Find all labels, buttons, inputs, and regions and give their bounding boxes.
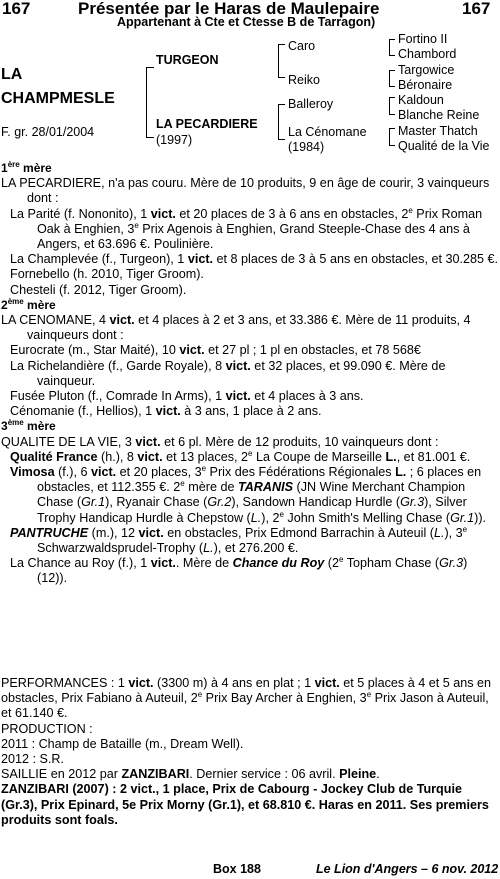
- bracket-sire: [278, 44, 285, 78]
- bracket-sd: [389, 70, 395, 87]
- second-dam-heading: 2ème mère: [1, 296, 56, 312]
- production-item: 2011 : Champ de Bataille (m., Dream Well).: [1, 736, 244, 751]
- owner-line: Appartenant à Cte et Ctesse B de Tarragon): [117, 15, 376, 29]
- horse-details: F. gr. 28/01/2004: [1, 125, 95, 139]
- progeny-item: Cénomanie (f., Hellios), 1 vict. à 3 ans, 1 place à 2 ans.: [10, 404, 322, 419]
- progeny-item: Fusée Pluton (f., Comrade In Arms), 1 vict. et 4 places à 3 ans.: [10, 389, 364, 404]
- second-dam-paragraph: LA CENOMANE, 4 vict. et 4 places à 2 et 3 ans, et 33.386 €. Mère de 11 produits, 4 vainqueurs dont :: [1, 313, 471, 343]
- gen3-ssd: Chambord: [398, 47, 457, 61]
- gen3-ddd: Qualité de la Vie: [398, 139, 490, 153]
- gen3-dss: Kaldoun: [398, 93, 444, 107]
- progeny-item: Fornebello (h. 2010, Tiger Groom).: [10, 267, 204, 282]
- sire-sire: Caro: [288, 39, 316, 53]
- lot-number-right: 167: [462, 0, 491, 18]
- bracket-gen1: [146, 67, 154, 138]
- gen3-sdd: Béronaire: [398, 78, 453, 92]
- lot-number-left: 167: [2, 0, 31, 18]
- sire-name: TURGEON: [156, 53, 219, 67]
- progeny-item: Vimosa (f.), 6 vict. et 20 places, 3e Prix des Fédérations Régionales L. ; 6 places en obstacles, et 112.355 €. 2e mère de TARANIS (JN Wine Merchant Champion Chase (Gr.1), Ryanair Chase (Gr.2), Sandown Handicap Hurdle (Gr.3), Silver Trophy Handicap Hurdle à Chepstow (L.), 2e John Smith's Melling Chase (Gr.1)).: [10, 463, 487, 525]
- progeny-item: Qualité France (h.), 8 vict. et 13 places, 2e La Coupe de Marseille L., et 81.001 €.: [10, 448, 471, 464]
- sire-dam: Reiko: [288, 73, 320, 87]
- dam-sire: Balleroy: [288, 97, 334, 111]
- gen3-sds: Targowice: [398, 63, 455, 77]
- stallion-note: ZANZIBARI (2007) : 2 vict., 1 place, Prix de Cabourg - Jockey Club de Turquie (Gr.3), Prix Epinard, 5e Prix Morny (Gr.1), et 68.810 €. Haras en 2011. Ses premiers produits sont foals.: [1, 782, 489, 827]
- progeny-item: La Champlevée (f., Turgeon), 1 vict. et 8 places de 3 à 5 ans en obstacles, et 30.285 €.: [10, 252, 498, 267]
- page-title: Présentée par le Haras de Maulepaire: [78, 0, 380, 18]
- progeny-item: Chesteli (f. 2012, Tiger Groom).: [10, 282, 187, 297]
- pedigree-text: [1, 161, 498, 587]
- gen3-dds: Master Thatch: [398, 124, 478, 138]
- bracket-ss: [389, 39, 395, 56]
- progeny-item: Eurocrate (m., Star Maité), 10 vict. et 27 pl ; 1 pl en obstacles, et 78 568€: [10, 343, 421, 358]
- bracket-ds: [389, 97, 395, 115]
- dam-dam: La Cénomane: [288, 125, 367, 139]
- progeny-item: La Richelandière (f., Garde Royale), 8 vict. et 32 places, et 99.090 €. Mère de vainqueur.: [10, 358, 446, 388]
- third-dam-heading: 3ème mère: [1, 418, 56, 434]
- production-heading: PRODUCTION :: [1, 721, 93, 736]
- bracket-dam: [278, 104, 285, 140]
- dam-dam-year: (1984): [288, 140, 325, 154]
- progeny-item: PANTRUCHE (m.), 12 vict. en obstacles, Prix Edmond Barrachin à Auteuil (L.), 3e Schwarzwaldsprudel-Trophy (L.), et 276.200 €.: [10, 524, 468, 556]
- first-dam-heading: 1ère mère: [1, 160, 52, 175]
- gen3-dsd: Blanche Reine: [398, 108, 480, 122]
- dam-name: LA PECARDIERE: [156, 117, 258, 131]
- gen3-sss: Fortino II: [398, 32, 448, 46]
- progeny-item: La Parité (f. Nononito), 1 vict. et 20 places de 3 à 6 ans en obstacles, 2e Prix Roman Oak à Enghien, 3e Prix Agenois à Enghien, Grand Steeple-Chase des 4 ans à Angers, et 63.696 €. Poulinière.: [10, 205, 483, 252]
- horse-name-line1: LA: [1, 66, 23, 83]
- production-item: 2012 : S.R.: [1, 752, 65, 767]
- first-dam-paragraph: LA PECARDIERE, n'a pas couru. Mère de 10 produits, 9 en âge de courir, 3 vainqueurs dont :: [1, 176, 490, 206]
- third-dam-paragraph: QUALITE DE LA VIE, 3 vict. et 6 pl. Mère de 12 produits, 10 vainqueurs dont :: [1, 434, 439, 449]
- box-number: Box 188: [213, 862, 261, 876]
- performances-paragraph: PERFORMANCES : 1 vict. (3300 m) à 4 ans en plat ; 1 vict. et 5 places à 4 et 5 ans en obstacles, Prix Fabiano à Auteuil, 2e Prix Bay Archer à Enghien, 3e Prix Jason à Auteuil, et 61.140 €.: [1, 676, 492, 721]
- bracket-dd: [389, 128, 395, 146]
- progeny-item: La Chance au Roy (f.), 1 vict.. Mère de Chance du Roy (2e Topham Chase (Gr.3) (12)).: [10, 555, 468, 586]
- covering-line: SAILLIE en 2012 par ZANZIBARI. Dernier service : 06 avril. Pleine.: [1, 767, 380, 782]
- horse-name-line2: CHAMPMESLE: [1, 90, 115, 107]
- performances-section: [1, 676, 498, 828]
- dam-year: (1997): [156, 133, 193, 147]
- sale-info: Le Lion d'Angers – 6 nov. 2012: [316, 862, 499, 876]
